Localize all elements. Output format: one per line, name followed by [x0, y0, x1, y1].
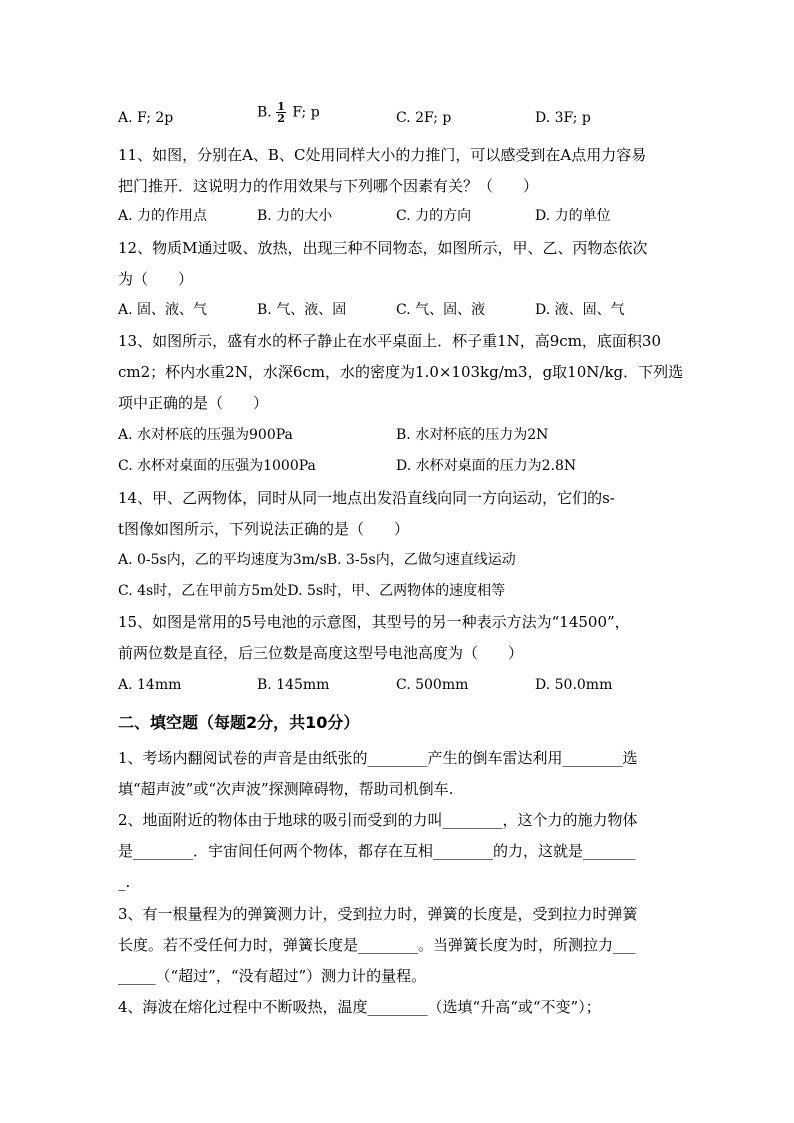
- q13-option-b: B. 水对杯底的压力为2N: [396, 427, 549, 443]
- q12-option-a: A. 固、液、气: [118, 302, 208, 318]
- f1-line2: 填“超声波”或“次声波”探测障碍物，帮助司机倒车.: [118, 780, 454, 798]
- q13-option-a: A. 水对杯底的压强为900Pa: [118, 427, 293, 443]
- q11-option-c: C. 力的方向: [396, 208, 472, 224]
- q15-option-c: C. 500mm: [396, 677, 469, 693]
- q14-options-cd: C. 4s时，乙在甲前方5m处D. 5s时，甲、乙两物体的速度相等: [118, 583, 506, 599]
- q11-line1: 11、如图，分别在A、B、C处用同样大小的力推门，可以感受到在A点用力容易: [118, 146, 647, 164]
- q14-line2: t图像如图所示，下列说法正确的是（ ）: [118, 520, 410, 538]
- f2-line3: _.: [118, 873, 131, 891]
- q11-option-a: A. 力的作用点: [118, 208, 208, 224]
- q14-line1: 14、甲、乙两物体，同时从同一地点出发沿直线向同一方向运动，它们的s-: [118, 489, 615, 507]
- q14-options-ab: A. 0-5s内，乙的平均速度为3m/sB. 3-5s内，乙做匀速直线运动: [118, 552, 516, 568]
- section-title: 二、填空题（每题2分，共10分）: [118, 713, 360, 732]
- f4-line1: 4、海波在熔化过程中不断吸热，温度________（选填“升高“或“不变”）；: [118, 998, 601, 1016]
- q15-option-b: B. 145mm: [257, 677, 330, 693]
- f3-line2: 长度。若不受任何力时，弹簧长度是________。当弹簧长度为时，所测拉力___: [118, 936, 636, 954]
- q12-option-d: D. 液、固、气: [535, 302, 625, 318]
- q13-option-d: D. 水杯对桌面的压力为2.8N: [396, 458, 577, 474]
- q15-option-d: D. 50.0mm: [535, 677, 613, 693]
- q12-option-b: B. 气、液、固: [257, 302, 347, 318]
- option-b-rest: F; p: [292, 104, 320, 121]
- q12-line1: 12、物质M通过吸、放热，出现三种不同物态，如图所示，甲、乙、丙物态依次: [118, 239, 648, 257]
- q15-line2: 前两位数是直径，后三位数是高度这型号电池高度为（ ）: [118, 644, 524, 662]
- q13-line1: 13、如图所示，盛有水的杯子静止在水平桌面上．杯子重1N，高9cm，底面积30: [118, 332, 662, 350]
- q13-line3: 项中正确的是（ ）: [118, 394, 269, 412]
- option-c: C. 2F; p: [396, 110, 452, 126]
- q12-line2: 为（ ）: [118, 270, 194, 288]
- option-b: [257, 101, 320, 124]
- option-a: A. F; 2p: [118, 110, 174, 126]
- option-d: D. 3F; p: [535, 110, 591, 126]
- fraction-numerator: 1: [277, 100, 285, 113]
- q11-line2: 把门推开．这说明力的作用效果与下列哪个因素有关？（ ）: [118, 177, 539, 195]
- q13-option-c: C. 水杯对桌面的压强为1000Pa: [118, 458, 316, 474]
- f3-line1: 3、有一根量程为的弹簧测力计，受到拉力时，弹簧的长度是，受到拉力时弹簧: [118, 905, 638, 923]
- f2-line2: 是________．宇宙间任何两个物体，都存在互相________的力，这就是_______: [118, 842, 636, 860]
- option-b-prefix: B.: [257, 104, 272, 121]
- fraction-one-half: [276, 101, 286, 124]
- q15-option-a: A. 14mm: [118, 677, 182, 693]
- q15-line1: 15、如图是常用的5号电池的示意图，其型号的另一种表示方法为“14500”，: [118, 613, 630, 631]
- q11-option-b: B. 力的大小: [257, 208, 333, 224]
- f3-line3: _____（“超过”，“没有超过”）测力计的量程。: [118, 967, 427, 985]
- q13-line2: cm2；杯内水重2N，水深6cm，水的密度为1.0×103kg/m3，g取10N/kg．下列选: [118, 363, 684, 381]
- q11-option-d: D. 力的单位: [535, 208, 611, 224]
- fraction-denominator: 2: [277, 112, 285, 125]
- f1-line1: 1、考场内翻阅试卷的声音是由纸张的________产生的倒车雷达利用________选: [118, 749, 638, 767]
- f2-line1: 2、地面附近的物体由于地球的吸引而受到的力叫________，这个力的施力物体: [118, 811, 638, 829]
- q12-option-c: C. 气、固、液: [396, 302, 486, 318]
